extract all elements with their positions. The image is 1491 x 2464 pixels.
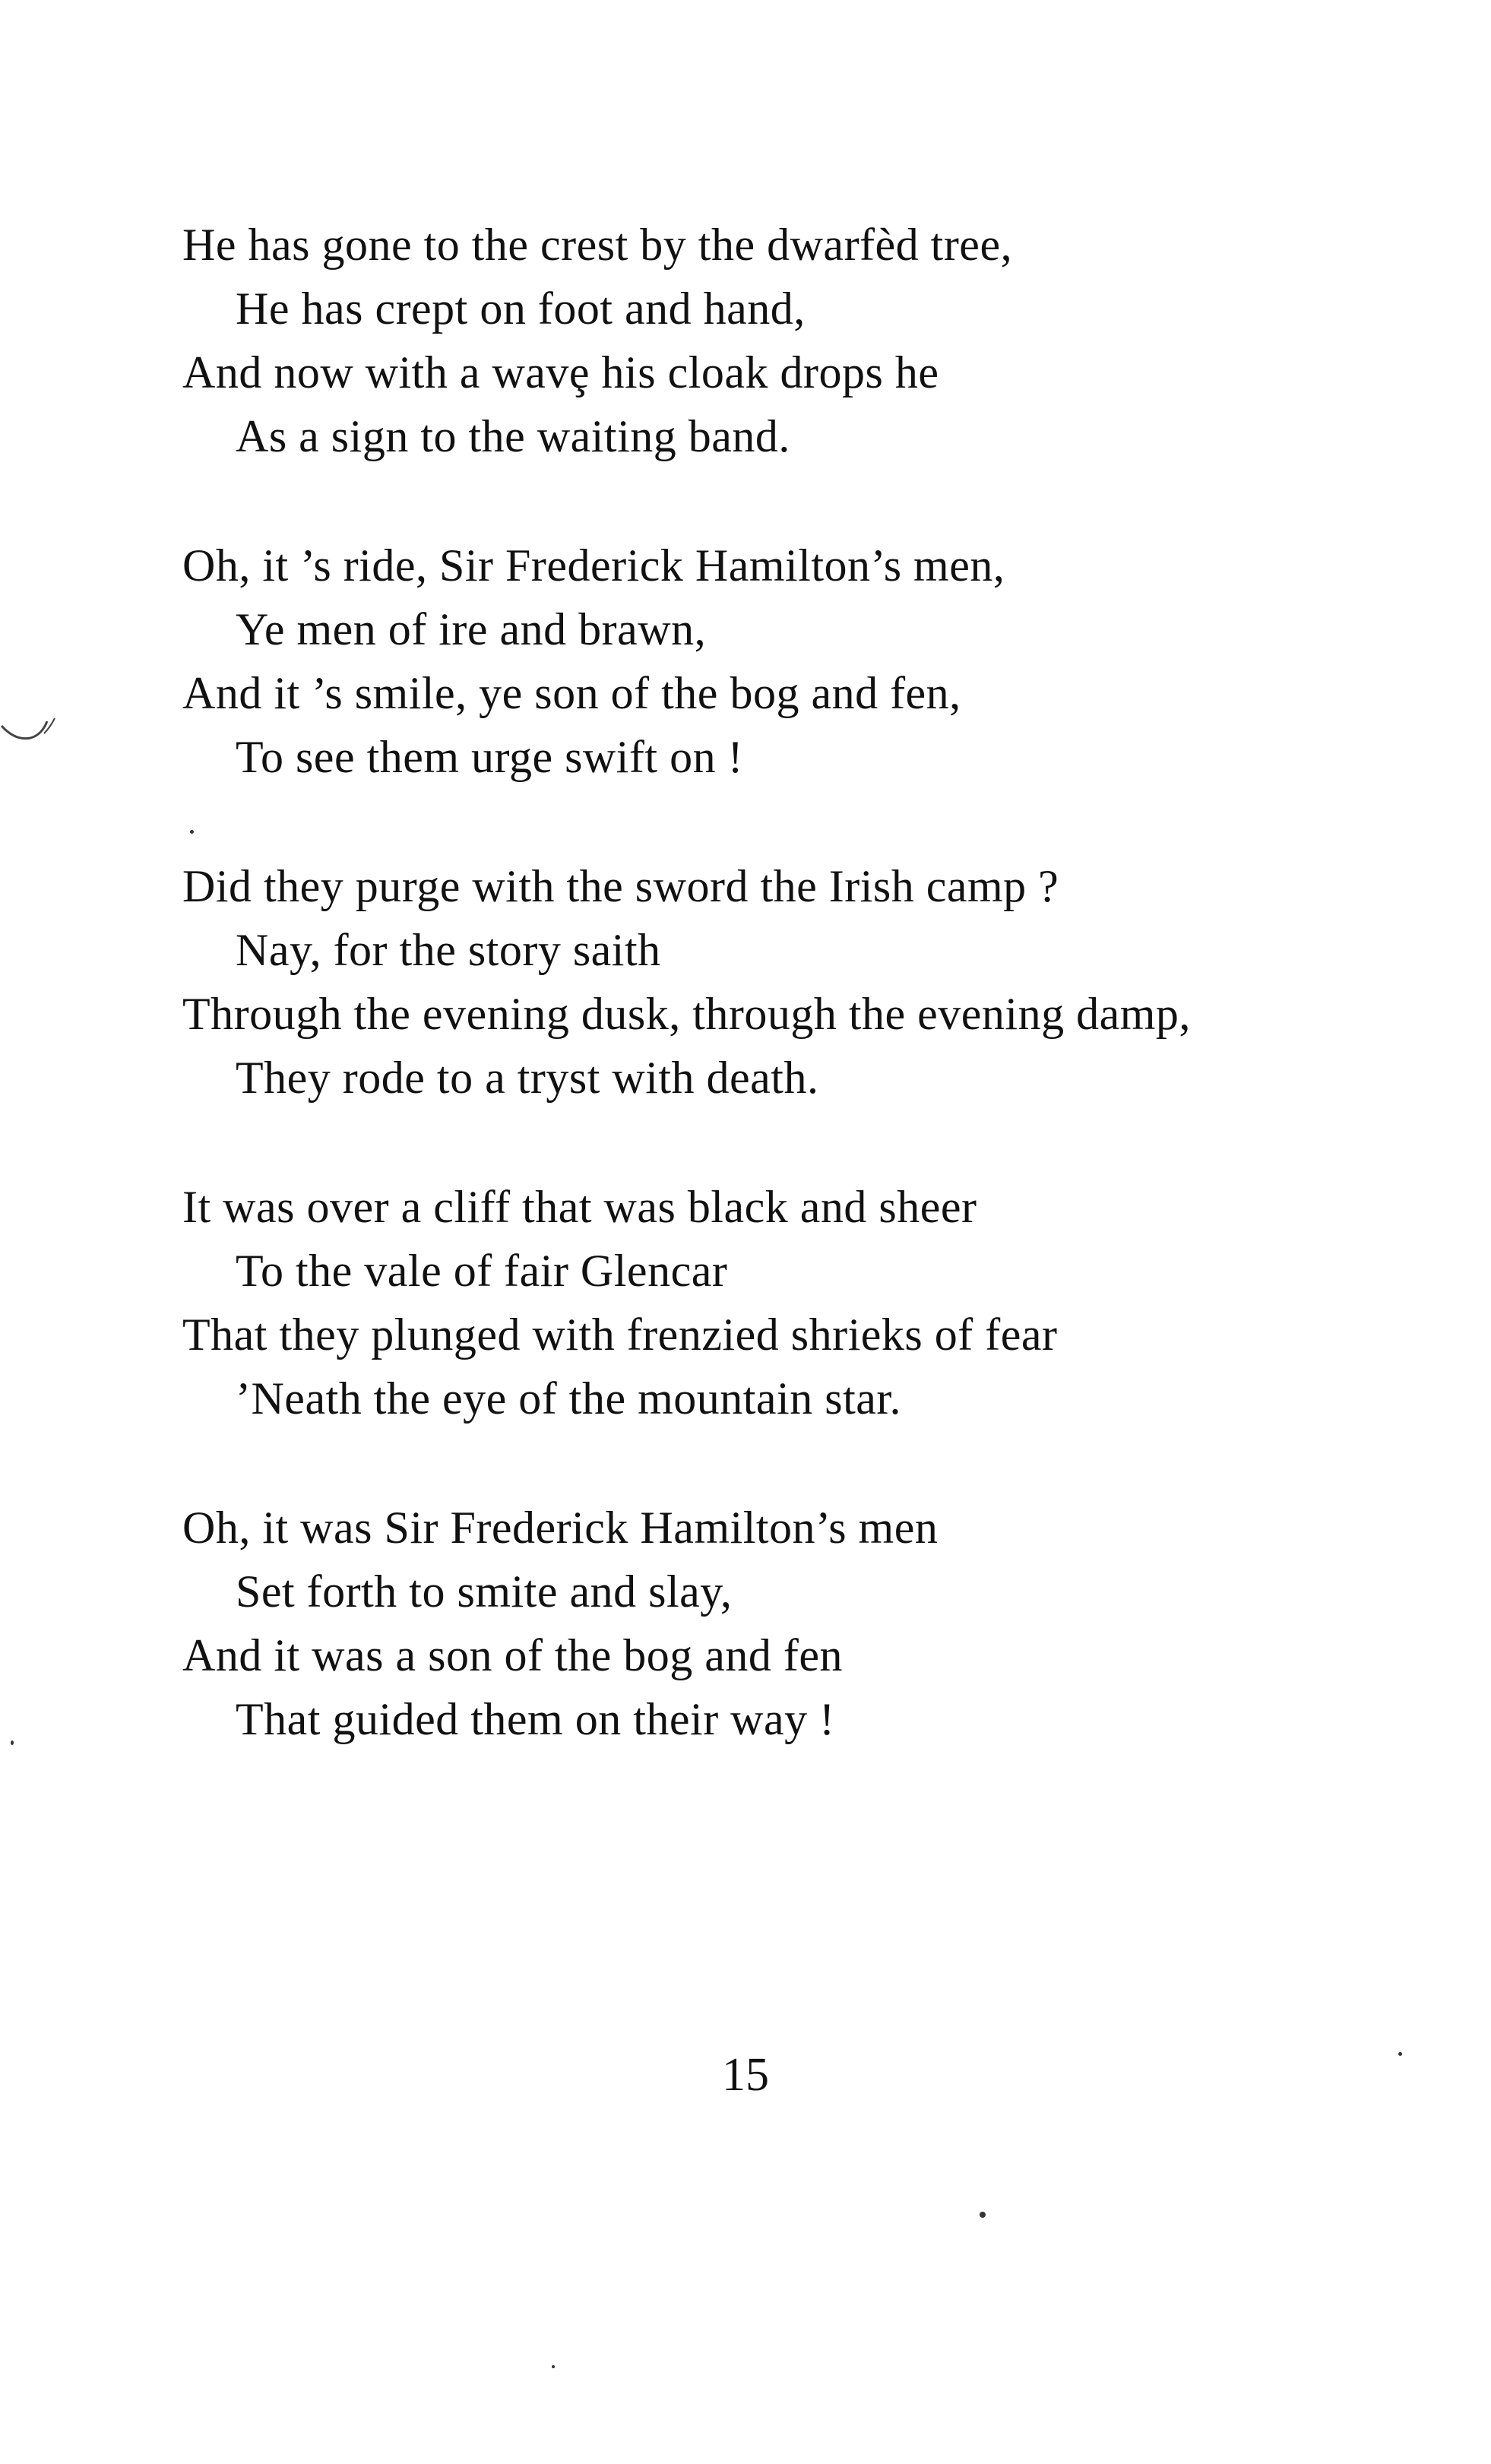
ink-speck bbox=[980, 2212, 986, 2218]
poem-line: ’Neath the eye of the mountain star. bbox=[236, 1373, 902, 1424]
ink-speck bbox=[1398, 2052, 1402, 2056]
poem-line: It was over a cliff that was black and sheer bbox=[182, 1182, 977, 1232]
poem-line: They rode to a tryst with death. bbox=[236, 1053, 819, 1103]
poem-line: Oh, it ’s ride, Sir Frederick Hamilton’s men, bbox=[182, 540, 1005, 591]
poem-line: To the vale of fair Glencar bbox=[236, 1246, 728, 1296]
stanza-2 bbox=[182, 534, 1429, 789]
stanza-1 bbox=[182, 213, 1429, 468]
stanza-5 bbox=[182, 1496, 1429, 1751]
page-number: 15 bbox=[722, 2049, 769, 2101]
margin-scribble-mark bbox=[0, 711, 61, 749]
stanza-3 bbox=[182, 854, 1429, 1110]
poem-line: Set forth to smite and slay, bbox=[236, 1566, 733, 1617]
poem-line: Nay, for the story saith bbox=[236, 925, 661, 975]
poem-line: And it was a son of the bog and fen bbox=[182, 1630, 843, 1680]
poem bbox=[182, 213, 1429, 1816]
poem-line: Oh, it was Sir Frederick Hamilton’s men bbox=[182, 1503, 939, 1553]
poem-line: He has crept on foot and hand, bbox=[236, 283, 806, 334]
poem-line: He has gone to the crest by the dwarfèd tree, bbox=[182, 220, 1013, 270]
ink-speck bbox=[190, 830, 194, 834]
poem-line: To see them urge swift on ! bbox=[236, 732, 744, 782]
ink-speck bbox=[11, 1740, 14, 1745]
poem-line: Through the evening dusk, through the evening damp, bbox=[182, 989, 1191, 1039]
poem-line: And now with a wavȩ his cloak drops he bbox=[182, 347, 939, 397]
poem-line: Did they purge with the sword the Irish camp ? bbox=[182, 861, 1059, 911]
poem-line: As a sign to the waiting band. bbox=[236, 411, 790, 461]
ink-speck bbox=[552, 2365, 555, 2368]
poem-line: That they plunged with frenzied shrieks of fear bbox=[182, 1310, 1058, 1360]
poem-line: Ye men of ire and brawn, bbox=[236, 604, 707, 654]
stanza-4 bbox=[182, 1175, 1429, 1430]
poem-line: And it ’s smile, ye son of the bog and fen, bbox=[182, 668, 961, 718]
poem-line: That guided them on their way ! bbox=[236, 1694, 835, 1744]
